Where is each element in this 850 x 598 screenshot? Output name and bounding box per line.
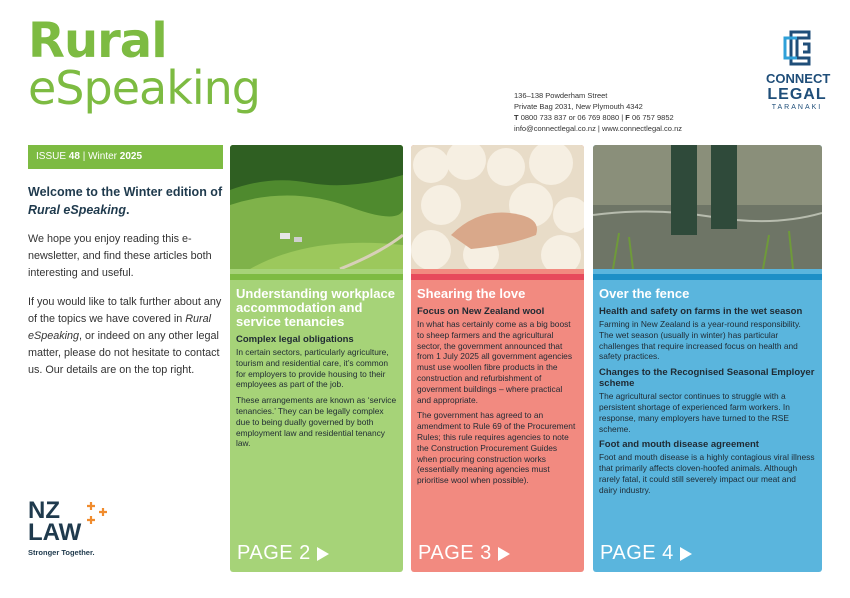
nzlaw-law: LAW: [28, 519, 82, 546]
article-paragraph: The agricultural sector continues to struggle with a persistent shortage of experienced farm workers. In response, many employers have turned to the RSE scheme.: [599, 391, 790, 434]
play-arrow-icon: [680, 547, 692, 561]
masthead-title-espeaking: eSpeaking: [28, 61, 260, 115]
issue-number: 48: [68, 151, 80, 162]
issue-year: 2025: [119, 151, 143, 162]
nzlaw-logo: [28, 497, 113, 557]
article-paragraph: Foot and mouth disease is a highly contagious viral illness that primarily affects cloven-hoofed animals. Although rarely fatal, it could still severely impact our meat and dairy industry.: [599, 452, 815, 495]
gumboots-flood-image: [593, 145, 822, 269]
article-paragraph: In what has certainly come as a big boost to sheep farmers and the agricultural sector, the government announced that from 1 July 2025 all government agencies must use woollen fibre products in the construction and refurbishment of government buildings – where practical and appropriate.: [417, 319, 573, 405]
article-title: Understanding workplace accommodation and service tenancies: [236, 286, 395, 329]
article-subheading: Focus on New Zealand wool: [417, 306, 545, 317]
page-4-link[interactable]: PAGE 4: [600, 542, 692, 565]
phone-numbers: 0800 733 837 or 06 769 8080: [520, 113, 620, 122]
connect-legal-bracket-logo-icon: [777, 28, 817, 68]
issue-season: Winter: [88, 151, 117, 162]
article-title: Shearing the love: [417, 286, 526, 301]
article-subheading: Health and safety on farms in the wet season: [599, 306, 803, 317]
article-paragraph: These arrangements are known as ‘service tenancies.’ They can be legally complex due to being dually governed by both employment law and residential tenancy law.: [236, 395, 397, 449]
address-street: 136–138 Powderham Street: [514, 91, 608, 100]
article-card-page-4[interactable]: [593, 145, 822, 572]
connect-legal-logo: [766, 28, 831, 113]
issue-bar: [28, 145, 223, 169]
welcome-paragraph-2: If you would like to talk further about any of the topics we have covered in Rural eSpeaking, or indeed on any other legal matter, please do not hesitate to contact us. Our details are on the top right.: [28, 296, 222, 376]
welcome-section: [28, 183, 224, 391]
play-arrow-icon: [498, 547, 510, 561]
address-phone-fax: T 0800 733 837 or 06 769 8080 | F 06 757 9852: [514, 113, 674, 122]
article-card-page-3[interactable]: [411, 145, 584, 572]
fax-number: 06 757 9852: [631, 113, 674, 122]
article-card-page-2[interactable]: [230, 145, 403, 572]
masthead: [28, 13, 260, 115]
article-paragraph: The government has agreed to an amendment to Rule 69 of the Procurement Rules; this rule requires agencies to note the Construction Procurement Guides when procuring construction works (essentially meaning agencies must prioritise wool when possible).: [417, 410, 576, 486]
address-email-web[interactable]: info@connectlegal.co.nz | www.connectlegal.co.nz: [514, 124, 682, 133]
farm-landscape-image: [230, 145, 403, 269]
article-subheading: Foot and mouth disease agreement: [599, 439, 759, 451]
phone-label: T: [514, 113, 519, 122]
plus-crosses-icon: [83, 500, 113, 530]
article-paragraph: In certain sectors, particularly agriculture, tourism and residential care, it’s common for employers to provide housing to their employees as part of the job.: [236, 347, 389, 390]
masthead-title-rural: Rural: [28, 13, 167, 69]
logo-text-legal: LEGAL: [767, 86, 827, 103]
logo-text-connect: CONNECT: [766, 71, 831, 86]
welcome-heading: Welcome to the Winter edition of Rural eSpeaking.: [28, 185, 223, 217]
article-title: Over the fence: [599, 286, 690, 301]
article-paragraph: Farming in New Zealand is a year-round responsibility. The wet season (usually in winter) has particular challenges that require increased focus on health and safety practices.: [599, 319, 801, 362]
page-2-link[interactable]: PAGE 2: [237, 542, 329, 565]
play-arrow-icon: [317, 547, 329, 561]
page-3-link[interactable]: PAGE 3: [418, 542, 510, 565]
contact-address: [514, 90, 682, 134]
fax-label: F: [625, 113, 630, 122]
welcome-paragraph-1: We hope you enjoy reading this e-newsletter, and find these articles both interesting and useful.: [28, 233, 212, 279]
nzlaw-nz: NZ: [28, 497, 60, 524]
issue-separator: |: [82, 151, 86, 162]
logo-text-taranaki: TARANAKI: [771, 104, 823, 111]
nzlaw-tagline: Stronger Together.: [28, 548, 95, 557]
address-postal: Private Bag 2031, New Plymouth 4342: [514, 102, 643, 111]
wool-fleece-image: [411, 145, 584, 269]
article-subheading: Changes to the Recognised Seasonal Employer scheme: [599, 367, 815, 390]
issue-label: ISSUE: [36, 151, 67, 162]
article-subheading: Complex legal obligations: [236, 334, 354, 345]
